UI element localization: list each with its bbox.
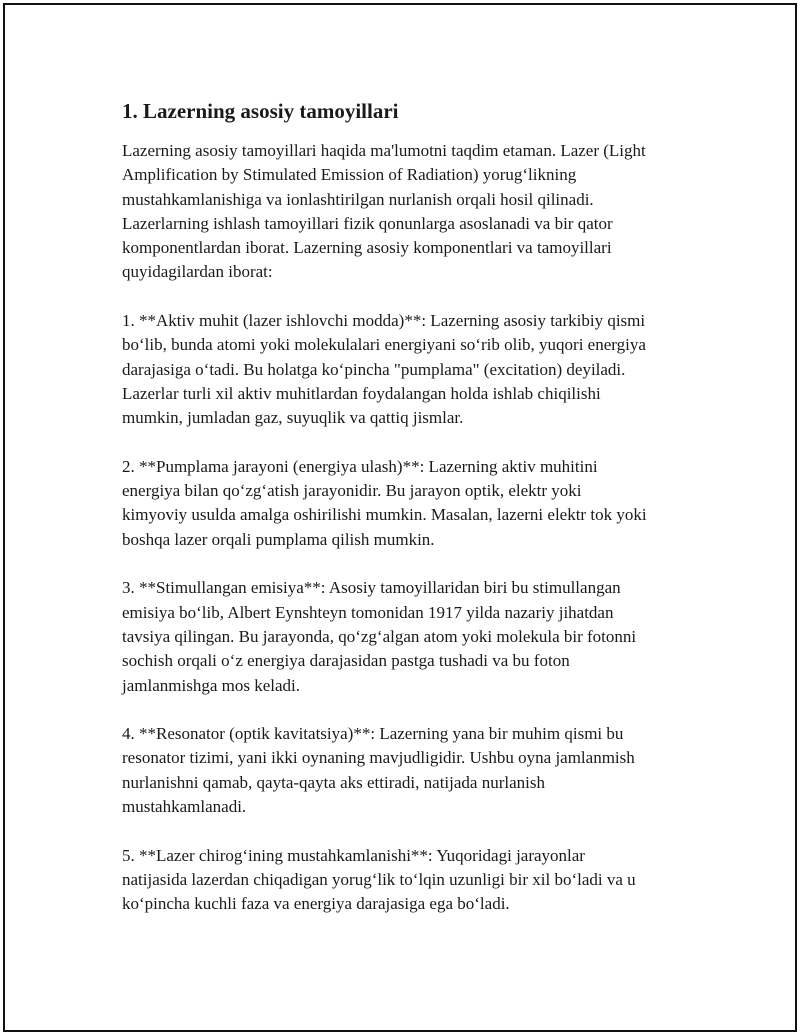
- text-line: jamlanmishga mos keladi.: [122, 675, 300, 695]
- point-3-paragraph: [122, 576, 702, 697]
- text-line: natijasida lazerdan chiqadigan yorug‘lik to‘lqin uzunligi bir xil bo‘ladi va u: [122, 869, 636, 889]
- text-line: 4. **Resonator (optik kavitatsiya)**: Lazerning yana bir muhim qismi bu: [122, 724, 624, 744]
- text-line: nurlanishni qamab, qayta-qayta aks ettiradi, natijada nurlanish: [122, 772, 545, 792]
- point-2-paragraph: [122, 455, 702, 552]
- text-line: quyidagilardan iborat:: [122, 262, 273, 282]
- text-line: mustahkamlanishiga va ionlashtirilgan nurlanish orqali hosil qilinadi.: [122, 189, 594, 209]
- point-5-paragraph: [122, 844, 702, 917]
- page-frame: [3, 3, 797, 1032]
- text-line: ko‘pincha kuchli faza va energiya darajasiga ega bo‘ladi.: [122, 894, 510, 914]
- text-line: mumkin, jumladan gaz, suyuqlik va qattiq jismlar.: [122, 408, 464, 428]
- text-line: Lazerning asosiy tamoyillari haqida ma'lumotni taqdim etaman. Lazer (Light: [122, 141, 646, 160]
- text-line: sochish orqali o‘z energiya darajasidan pastga tushadi va bu foton: [122, 651, 570, 671]
- text-line: 2. **Pumplama jarayoni (energiya ulash)**: Lazerning aktiv muhitini: [122, 456, 598, 476]
- text-line: 1. **Aktiv muhit (lazer ishlovchi modda)**: Lazerning asosiy tarkibiy qismi: [122, 311, 646, 331]
- text-line: mustahkamlanadi.: [122, 797, 247, 817]
- point-1-paragraph: [122, 309, 702, 430]
- document-title: 1. Lazerning asosiy tamoyillari: [122, 99, 399, 123]
- text-line: boshqa lazer orqali pumplama qilish mumkin.: [122, 529, 435, 549]
- text-line: Amplification by Stimulated Emission of Radiation) yorug‘likning: [122, 165, 577, 185]
- text-line: 3. **Stimullangan emisiya**: Asosiy tamoyillaridan biri bu stimullangan: [122, 578, 621, 598]
- text-line: resonator tizimi, yani ikki oynaning mavjudligidir. Ushbu oyna jamlanmish: [122, 748, 635, 768]
- point-4-paragraph: [122, 722, 702, 819]
- text-line: emisiya bo‘lib, Albert Eynshteyn tomonidan 1917 yilda nazariy jihatdan: [122, 602, 614, 622]
- text-line: Lazerlarning ishlash tamoyillari fizik qonunlarga asoslanadi va bir qator: [122, 213, 613, 233]
- text-line: tavsiya qilingan. Bu jarayonda, qo‘zg‘algan atom yoki molekula bir fotonni: [122, 626, 637, 646]
- intro-paragraph: [122, 139, 702, 285]
- text-line: darajasiga o‘tadi. Bu holatga ko‘pincha "pumplama" (excitation) deyiladi.: [122, 359, 626, 379]
- text-line: komponentlardan iborat. Lazerning asosiy komponentlari va tamoyillari: [122, 238, 612, 258]
- document-body: [122, 97, 702, 941]
- text-line: bo‘lib, bunda atomi yoki molekulalari energiyani so‘rib olib, yuqori energiya: [122, 335, 646, 355]
- text-line: energiya bilan qo‘zg‘atish jarayonidir. Bu jarayon optik, elektr yoki: [122, 481, 582, 501]
- text-line: kimyoviy usulda amalga oshirilishi mumkin. Masalan, lazerni elektr tok yoki: [122, 505, 647, 525]
- text-line: 5. **Lazer chirog‘ining mustahkamlanishi**: Yuqoridagi jarayonlar: [122, 845, 585, 865]
- text-line: Lazerlar turli xil aktiv muhitlardan foydalangan holda ishlab chiqilishi: [122, 383, 601, 403]
